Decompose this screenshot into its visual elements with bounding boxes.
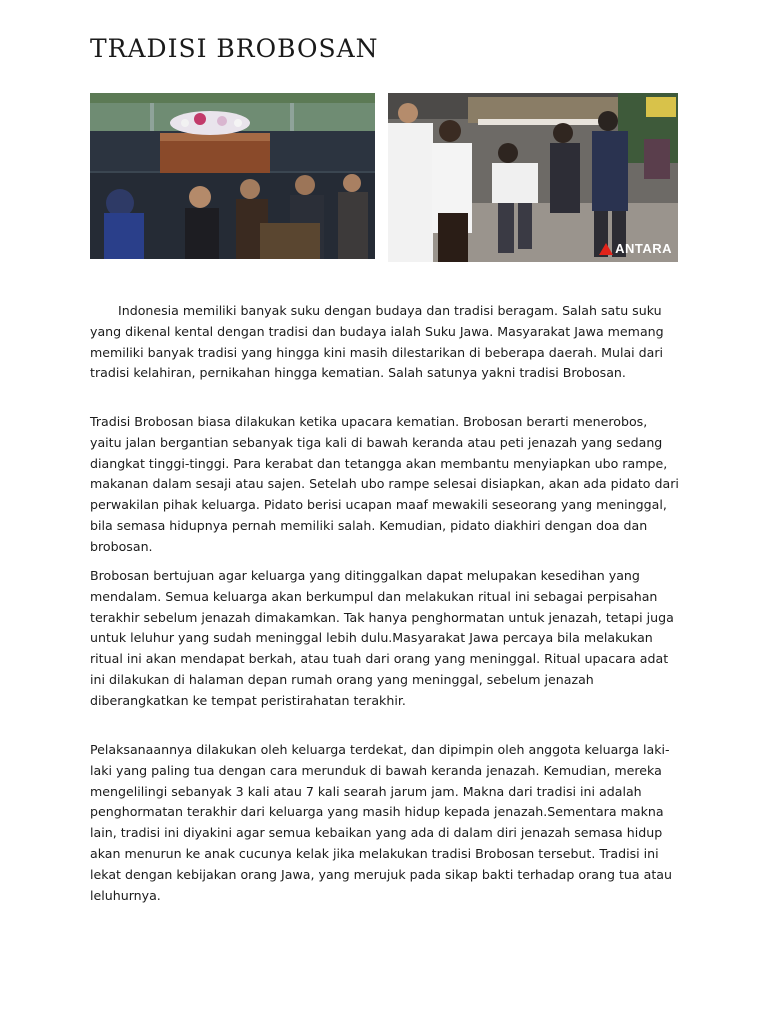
paragraph-purpose: Brobosan bertujuan agar keluarga yang ditinggalkan dapat melupakan kesedihan yang mendalam. Semua keluarga akan berkumpul dan melakukan ritual ini sebagai perpisahan terakhir sebelum jenazah dimakamkan. Tak hanya penghormatan untuk jenazah, tetapi juga untuk leluhur yang sudah meninggal lebih dulu.Masyarakat Jawa percaya bila melakukan ritual ini akan mendapat berkah, atau tuah dari orang yang meninggal. Ritual upacara adat ini dilakukan di halaman depan rumah orang yang meninggal, sebelum jenazah diberangkatkan ke tempat peristirahatan terakhir. <box>90 568 674 708</box>
document-title: TRADISI BROBOSAN <box>90 34 379 63</box>
antara-watermark-text: ANTARA <box>615 241 672 256</box>
antara-logo-icon <box>599 243 613 255</box>
brobosan-ritual-photo <box>388 93 678 262</box>
paragraph-execution: Pelaksanaannya dilakukan oleh keluarga terdekat, dan dipimpin oleh anggota keluarga laki-laki yang paling tua dengan cara merunduk di bawah keranda jenazah. Kemudian, mereka mengelilingi sebanyak 3 kali atau 7 kali searah jarum jam. Makna dari tradisi ini adalah penghormatan terakhir dari keluarga yang masih hidup kepada jenazah.Sementara makna lain, tradisi ini diyakini agar semua kebaikan yang ada di dalam diri jenazah semasa hidup akan menurun ke anak cucunya kelak jika melakukan tradisi Brobosan tersebut. Tradisi ini lekat dengan kebijakan orang Jawa, yang merujuk pada sikap bakti terhadap orang tua atau leluhurnya. <box>90 742 672 903</box>
funeral-procession-photo <box>90 93 375 259</box>
paragraph-definition: Tradisi Brobosan biasa dilakukan ketika upacara kematian. Brobosan berarti menerobos, yaitu jalan bergantian sebanyak tiga kali di bawah keranda atau peti jenazah yang sedang diangkat tinggi-tinggi. Para kerabat dan tetangga akan membantu menyiapkan ubo rampe, makanan dalam sesaji atau sajen. Setelah ubo rampe selesai disiapkan, akan ada pidato dari perwakilan pihak keluarga. Pidato berisi ucapan maaf mewakili seseorang yang meninggal, bila semasa hidupnya pernah memiliki salah. Kemudian, pidato diakhiri dengan doa dan brobosan. <box>90 414 679 554</box>
paragraph-intro: Indonesia memiliki banyak suku dengan budaya dan tradisi beragam. Salah satu suku yang dikenal kental dengan tradisi dan budaya ialah Suku Jawa. Masyarakat Jawa memang memiliki banyak tradisi yang hingga kini masih dilestarikan di beberapa daerah. Mulai dari tradisi kelahiran, pernikahan hingga kematian. Salah satunya yakni tradisi Brobosan. <box>90 303 664 381</box>
antara-watermark <box>599 241 672 256</box>
